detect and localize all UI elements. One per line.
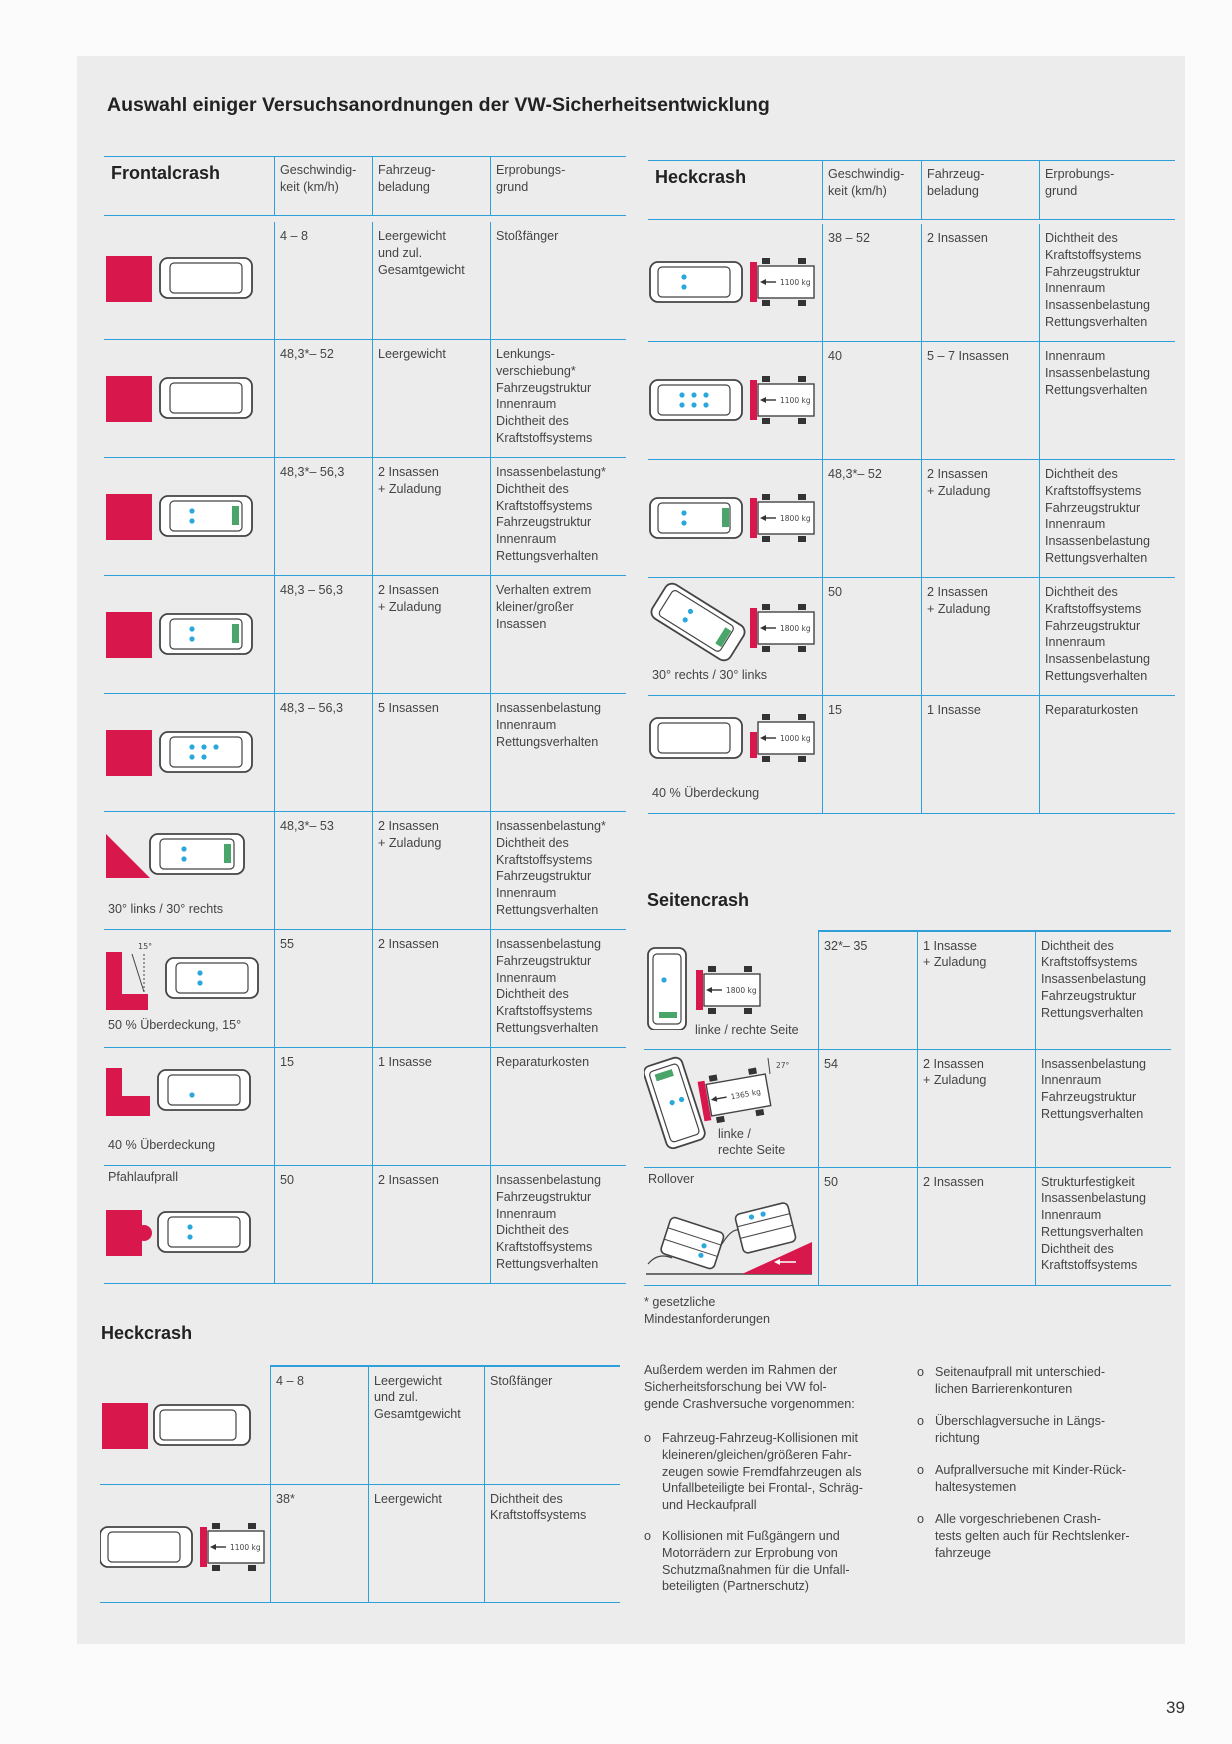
section-title-heck-right: Heckcrash	[655, 167, 747, 187]
cell-load: 2 Insassen + Zuladung	[378, 465, 442, 496]
offset-barrier-illustration	[104, 1064, 264, 1124]
cell-speed: 15	[828, 703, 843, 717]
section-title-seiten: Seitencrash	[647, 890, 750, 910]
bullet-marker: o	[917, 1463, 925, 1477]
cell-speed: 50	[280, 1173, 295, 1187]
table-header	[648, 160, 1175, 220]
cell-speed: 15	[280, 1055, 295, 1069]
bullet-text: Seitenaufprall mit unterschied- lichen Barrierenkonturen	[935, 1365, 1106, 1396]
cell-load: Leergewicht	[374, 1491, 442, 1506]
table-row	[648, 224, 1175, 342]
row-caption: 30° rechts / 30° links	[652, 668, 768, 682]
table-row	[644, 1168, 1171, 1286]
cell-load: 5 – 7 Insassen	[927, 349, 1009, 363]
cell-load: 2 Insassen + Zuladung	[923, 1056, 987, 1088]
page-title: Auswahl einiger Versuchsanordnungen der VW-Sicherheitsentwicklung	[107, 94, 770, 116]
cell-speed: 48,3*– 56,3	[280, 465, 345, 479]
cell-reason: Reparaturkosten	[1045, 703, 1139, 717]
table-row	[648, 460, 1175, 578]
table-row	[104, 576, 626, 694]
cell-speed: 55	[280, 937, 295, 951]
bullet-marker: o	[644, 1431, 652, 1445]
cell-load: 2 Insassen + Zuladung	[378, 583, 442, 614]
frontal-barrier-illustration	[104, 606, 264, 662]
frontal-barrier-illustration	[104, 724, 264, 780]
pole-barrier-illustration	[104, 1202, 264, 1266]
seiten-table	[644, 930, 1171, 1286]
cell-load: 2 Insassen	[378, 1173, 439, 1187]
table-row	[648, 696, 1175, 814]
cell-reason: Dichtheit des Kraftstoffsystems Fahrzeugstruktur Innenraum Insassenbelastung Rettungsverhalten	[1045, 467, 1151, 565]
cell-reason: Stoßfänger	[496, 229, 559, 243]
cell-load: Leergewicht und zul. Gesamtgewicht	[378, 229, 465, 277]
rear-trolley-illustration	[648, 490, 818, 546]
trolley-weight: 1800 kg	[726, 985, 757, 995]
rear-barrier-illustration	[100, 1397, 260, 1453]
cell-speed: 38*	[276, 1491, 295, 1506]
table-row	[104, 1166, 626, 1284]
bullet-text: Kollisionen mit Fußgängern und Motorrädern zur Erprobung von Schutzmaßnahmen für die Unfall- beteiligten (Partnerschutz)	[662, 1529, 850, 1594]
angle-label: 27°	[776, 1060, 790, 1070]
cell-speed: 48,3*– 52	[280, 347, 334, 361]
cell-reason: Stoßfänger	[490, 1373, 553, 1388]
bullet-marker: o	[917, 1512, 925, 1526]
header-load: Fahrzeug- beladung	[378, 163, 436, 194]
cell-reason: Dichtheit des Kraftstoffsystems	[490, 1491, 587, 1523]
page-number: 39	[1166, 1698, 1185, 1717]
row-caption: linke / rechte Seite	[718, 1126, 786, 1158]
cell-reason: Strukturfestigkeit Insassenbelastung Innenraum Rettungsverhalten Dichtheit des Kraftstoffsystems	[1041, 1174, 1147, 1273]
cell-load: Leergewicht und zul. Gesamtgewicht	[374, 1373, 461, 1422]
row-caption: Pfahlaufprall	[108, 1170, 179, 1184]
cell-reason: Dichtheit des Kraftstoffsystems Insassenbelastung Fahrzeugstruktur Rettungsverhalten	[1041, 938, 1147, 1020]
trolley-weight: 1800 kg	[780, 624, 811, 633]
table-row	[644, 1050, 1171, 1168]
row-caption: Rollover	[648, 1171, 695, 1186]
cell-speed: 48,3 – 56,3	[280, 701, 344, 715]
trolley-weight: 1100 kg	[780, 278, 811, 287]
cell-speed: 48,3*– 52	[828, 467, 882, 481]
row-caption: 40 % Überdeckung	[652, 786, 760, 800]
angle-label: 15°	[138, 942, 153, 951]
cell-load: 2 Insassen + Zuladung	[378, 819, 442, 850]
trolley-weight: 1100 kg	[780, 396, 811, 405]
cell-load: Leergewicht	[378, 347, 446, 361]
cell-reason: Reparaturkosten	[496, 1055, 590, 1069]
cell-load: 2 Insassen	[927, 231, 988, 245]
table-row	[104, 812, 626, 930]
table-row	[100, 1367, 620, 1485]
cell-reason: Innenraum Insassenbelastung Rettungsverhalten	[1045, 349, 1151, 397]
cell-reason: Insassenbelastung Innenraum Fahrzeugstruktur Rettungsverhalten	[1041, 1056, 1147, 1121]
cell-reason: Insassenbelastung* Dichtheit des Kraftstoffsystems Fahrzeugstruktur Innenraum Rettungsverhalten	[496, 465, 606, 563]
header-speed: Geschwindig- keit (km/h)	[280, 163, 357, 194]
cell-load: 2 Insassen	[923, 1174, 984, 1189]
row-caption: linke / rechte Seite	[695, 1022, 799, 1037]
cell-speed: 32*– 35	[824, 938, 868, 953]
table-row	[104, 930, 626, 1048]
cell-load: 2 Insassen + Zuladung	[927, 585, 991, 616]
trolley-weight: 1000 kg	[780, 734, 811, 743]
cell-reason: Insassenbelastung* Dichtheit des Kraftstoffsystems Fahrzeugstruktur Innenraum Rettungsverhalten	[496, 819, 606, 917]
bullet-marker: o	[644, 1529, 652, 1543]
heck-right-table	[648, 160, 1175, 814]
cell-reason: Dichtheit des Kraftstoffsystems Fahrzeugstruktur Innenraum Insassenbelastung Rettungsverhalten	[1045, 585, 1151, 683]
table-row	[104, 222, 626, 340]
table-row	[104, 694, 626, 812]
trolley-weight: 1365 kg	[729, 1086, 762, 1101]
rear-trolley-illustration	[648, 372, 818, 428]
intro-text: Außerdem werden im Rahmen der Sicherheitsforschung bei VW fol- gende Crashversuche vorgenommen:	[644, 1363, 855, 1411]
frontal-barrier-illustration	[104, 488, 264, 544]
offset-rear-trolley-illustration	[648, 710, 818, 770]
table-row	[104, 1048, 626, 1166]
row-caption: 50 % Überdeckung, 15°	[108, 1018, 242, 1032]
heck-left-table	[100, 1365, 620, 1603]
frontal-barrier-illustration	[104, 370, 264, 426]
cell-speed: 50	[828, 585, 843, 599]
cell-speed: 40	[828, 349, 843, 363]
cell-speed: 48,3 – 56,3	[280, 583, 344, 597]
rear-trolley-illustration	[100, 1519, 268, 1575]
frontal-barrier-illustration	[104, 250, 264, 306]
cell-reason: Insassenbelastung Fahrzeugstruktur Innenraum Dichtheit des Kraftstoffsystems Rettungsverhalten	[496, 937, 602, 1035]
bullet-text: Alle vorgeschriebenen Crash- tests gelten auch für Rechtslenker- fahrzeuge	[935, 1512, 1130, 1560]
cell-load: 5 Insassen	[378, 701, 439, 715]
bullet-text: Aufprallversuche mit Kinder-Rück- haltesystemen	[935, 1463, 1127, 1494]
section-title-frontal: Frontalcrash	[111, 163, 221, 183]
cell-load: 1 Insasse	[927, 703, 981, 717]
table-row	[648, 578, 1175, 696]
cell-speed: 4 – 8	[276, 1373, 305, 1388]
cell-reason: Lenkungs- verschiebung* Fahrzeugstruktur Innenraum Dichtheit des Kraftstoffsystems	[496, 347, 593, 445]
trolley-weight: 1100 kg	[230, 1542, 261, 1552]
cell-speed: 50	[824, 1174, 839, 1189]
cell-load: 1 Insasse	[378, 1055, 432, 1069]
table-row	[100, 1485, 620, 1603]
cell-reason: Insassenbelastung Fahrzeugstruktur Innenraum Dichtheit des Kraftstoffsystems Rettungsverhalten	[496, 1173, 602, 1271]
table-row	[104, 458, 626, 576]
header-reason: Erprobungs- grund	[1045, 167, 1115, 198]
cell-load: 2 Insassen	[378, 937, 439, 951]
table-row	[648, 342, 1175, 460]
table-header	[104, 156, 626, 216]
angled-rear-trolley-illustration	[648, 582, 820, 662]
frontal-table	[104, 156, 626, 1284]
row-caption: 30° links / 30° rechts	[108, 902, 224, 916]
bullet-text: Überschlagversuche in Längs- richtung	[935, 1414, 1106, 1445]
bullet-text: Fahrzeug-Fahrzeug-Kollisionen mit kleineren/gleichen/größeren Fahr- zeugen sowie Fremdfahrzeugen als Unfallbeteiligte bei Frontal-, Schräg- und Heckaufprall	[662, 1431, 863, 1513]
header-load: Fahrzeug- beladung	[927, 167, 985, 198]
cell-speed: 38 – 52	[828, 231, 871, 245]
footnote: * gesetzliche Mindestanforderungen	[644, 1295, 771, 1326]
cell-reason: Dichtheit des Kraftstoffsystems Fahrzeugstruktur Innenraum Insassenbelastung Rettungsverhalten	[1045, 231, 1151, 329]
header-speed: Geschwindig- keit (km/h)	[828, 167, 905, 198]
bullet-marker: o	[917, 1365, 925, 1379]
cell-load: 2 Insassen + Zuladung	[927, 467, 991, 498]
header-reason: Erprobungs- grund	[496, 163, 566, 194]
cell-speed: 4 – 8	[280, 229, 309, 243]
rollover-illustration	[644, 1194, 816, 1284]
cell-speed: 48,3*– 53	[280, 819, 334, 833]
row-caption: 40 % Überdeckung	[108, 1138, 216, 1152]
table-row	[104, 340, 626, 458]
bullet-marker: o	[917, 1414, 925, 1428]
cell-reason: Verhalten extrem kleiner/großer Insassen	[496, 583, 592, 631]
cell-speed: 54	[824, 1056, 839, 1071]
table-row	[644, 932, 1171, 1050]
angled-barrier-illustration	[104, 828, 264, 884]
side-trolley-illustration	[644, 944, 814, 1030]
trolley-weight: 1800 kg	[780, 514, 811, 523]
rear-trolley-illustration	[648, 254, 818, 310]
cell-load: 1 Insasse + Zuladung	[923, 938, 987, 970]
cell-reason: Insassenbelastung Innenraum Rettungsverhalten	[496, 701, 602, 749]
offset-barrier-illustration	[104, 940, 274, 1014]
section-title-heck-left: Heckcrash	[101, 1323, 193, 1343]
